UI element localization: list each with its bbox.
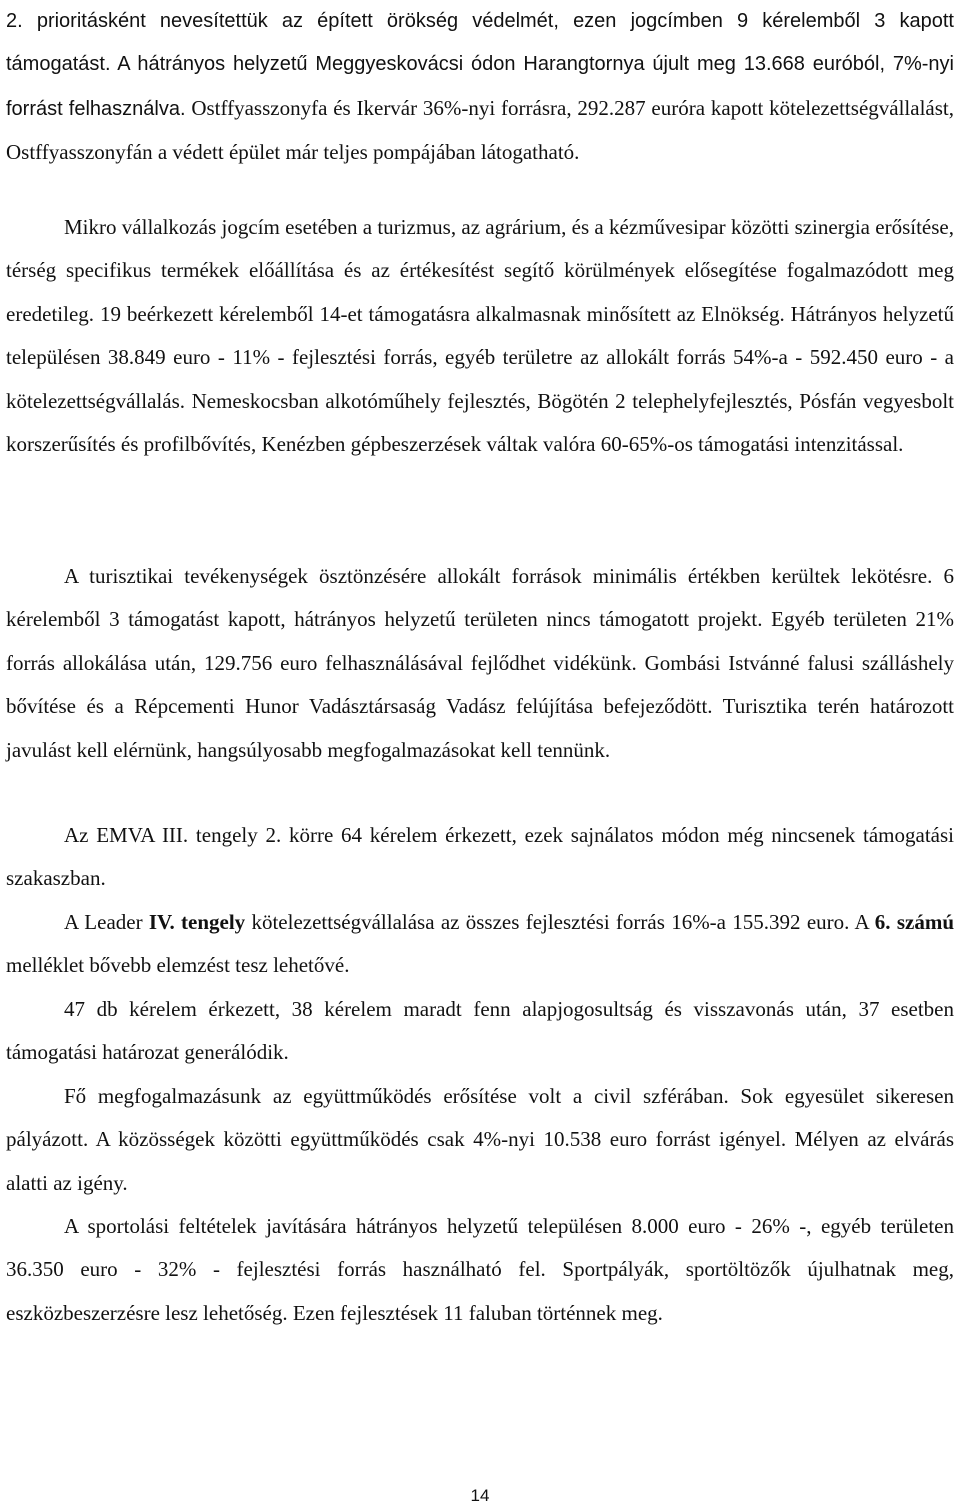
page-number: 14: [470, 1486, 490, 1505]
annex-number-bold: 6. számú: [874, 910, 954, 934]
paragraph-micro-enterprise: Mikro vállalkozás jogcím esetében a turizmus, az agrárium, és a kézművesipar közötti szinergia erősítése, térség specifikus termékek előállítása és az értékesítést segítő körülmények elősegítése fogalmazódott meg eredetileg. 19 beérkezett kérelemből 14-et támogatásra alkalmasnak minősített az Elnökség. Hátrányos helyzetű településen 38.849 euro - 11% - fejlesztési forrás, egyéb területre az allokált forrás 54%-a - 592.450 euro - a kötelezettségvállalás. Nemeskocsban alkotóműhely fejlesztés, Bögötén 2 telephelyfejlesztés, Pósfán vegyesbolt korszerűsítés és profilbővítés, Kenézben gépbeszerzések váltak valóra 60-65%-os támogatási intenzitással.: [6, 215, 954, 457]
leader-text-e: melléklet bővebb elemzést tesz lehetővé.: [6, 953, 350, 978]
paragraph-sports: A sportolási feltételek javítására hátrányos helyzetű településen 8.000 euro - 26% -, egyéb területen 36.350 euro - 32% - fejlesztési forrás használható fel. Sportpályák, sportöltözők újulhatnak meg, eszközbeszerzésre lesz lehetőség. Ezen fejlesztések 11 faluban történnek meg.: [6, 1214, 954, 1325]
leader-axis-bold: IV. tengely: [148, 910, 246, 934]
paragraph-leader-axis-4: [6, 901, 954, 988]
paragraph-tourism: A turisztikai tevékenységek ösztönzésére allokált források minimális értékben kerültek lekötésre. 6 kérelemből 3 támogatást kapott, hátrányos helyzetű területen nincs támogatott projekt. Egyéb területen 21% forrás allokálása után, 129.756 euro felhasználásával fejlődhet vidékünk. Gombási Istvánné falusi szálláshely bővítése és a Répcementi Hunor Vadásztársaság Vadász felújítása befejeződött. Turisztika terén határozott javulást kell elérnünk, hangsúlyosabb megfogalmazásokat kell tennünk.: [6, 564, 954, 762]
paragraph-built-heritage: [6, 0, 954, 176]
paragraph-applications: 47 db kérelem érkezett, 38 kérelem maradt fenn alapjogosultság és visszavonás után, 37 esetben támogatási határozat generálódik.: [6, 997, 954, 1065]
paragraph-emva-axis-3: Az EMVA III. tengely 2. körre 64 kérelem érkezett, ezek sajnálatos módon még nincsenek támogatási szakaszban.: [6, 823, 954, 891]
paragraph-built-heritage-serif: Ostffyasszonyfa és Ikervár 36%-nyi forrásra, 292.287 euróra kapott kötelezettségvállalást, Ostffyasszonyfán a védett épület már teljes pompájában látogatható.: [6, 95, 954, 165]
leader-text-c: kötelezettségvállalása az összes fejlesztési forrás 16%-a 155.392 euro. A: [245, 910, 875, 934]
leader-text-a: A Leader: [64, 910, 149, 934]
paragraph-cooperation: Fő megfogalmazásunk az együttműködés erősítése volt a civil szférában. Sok egyesület sikeresen pályázott. A közösségek közötti együttműködés csak 4%-nyi 10.538 euro forrást igényel. Mélyen az elvárás alatti az igény.: [6, 1084, 954, 1195]
paragraph-built-heritage-sans: 2. prioritásként nevesítettük az épített örökség védelmét, ezen jogcímben 9 kérelemből 3 kapott támogatást. A hátrányos helyzetű Meggyeskovácsi ódon Harangtornya újult meg 13.668 euróból, 7%-nyi forrást felhasználva.: [6, 10, 954, 120]
